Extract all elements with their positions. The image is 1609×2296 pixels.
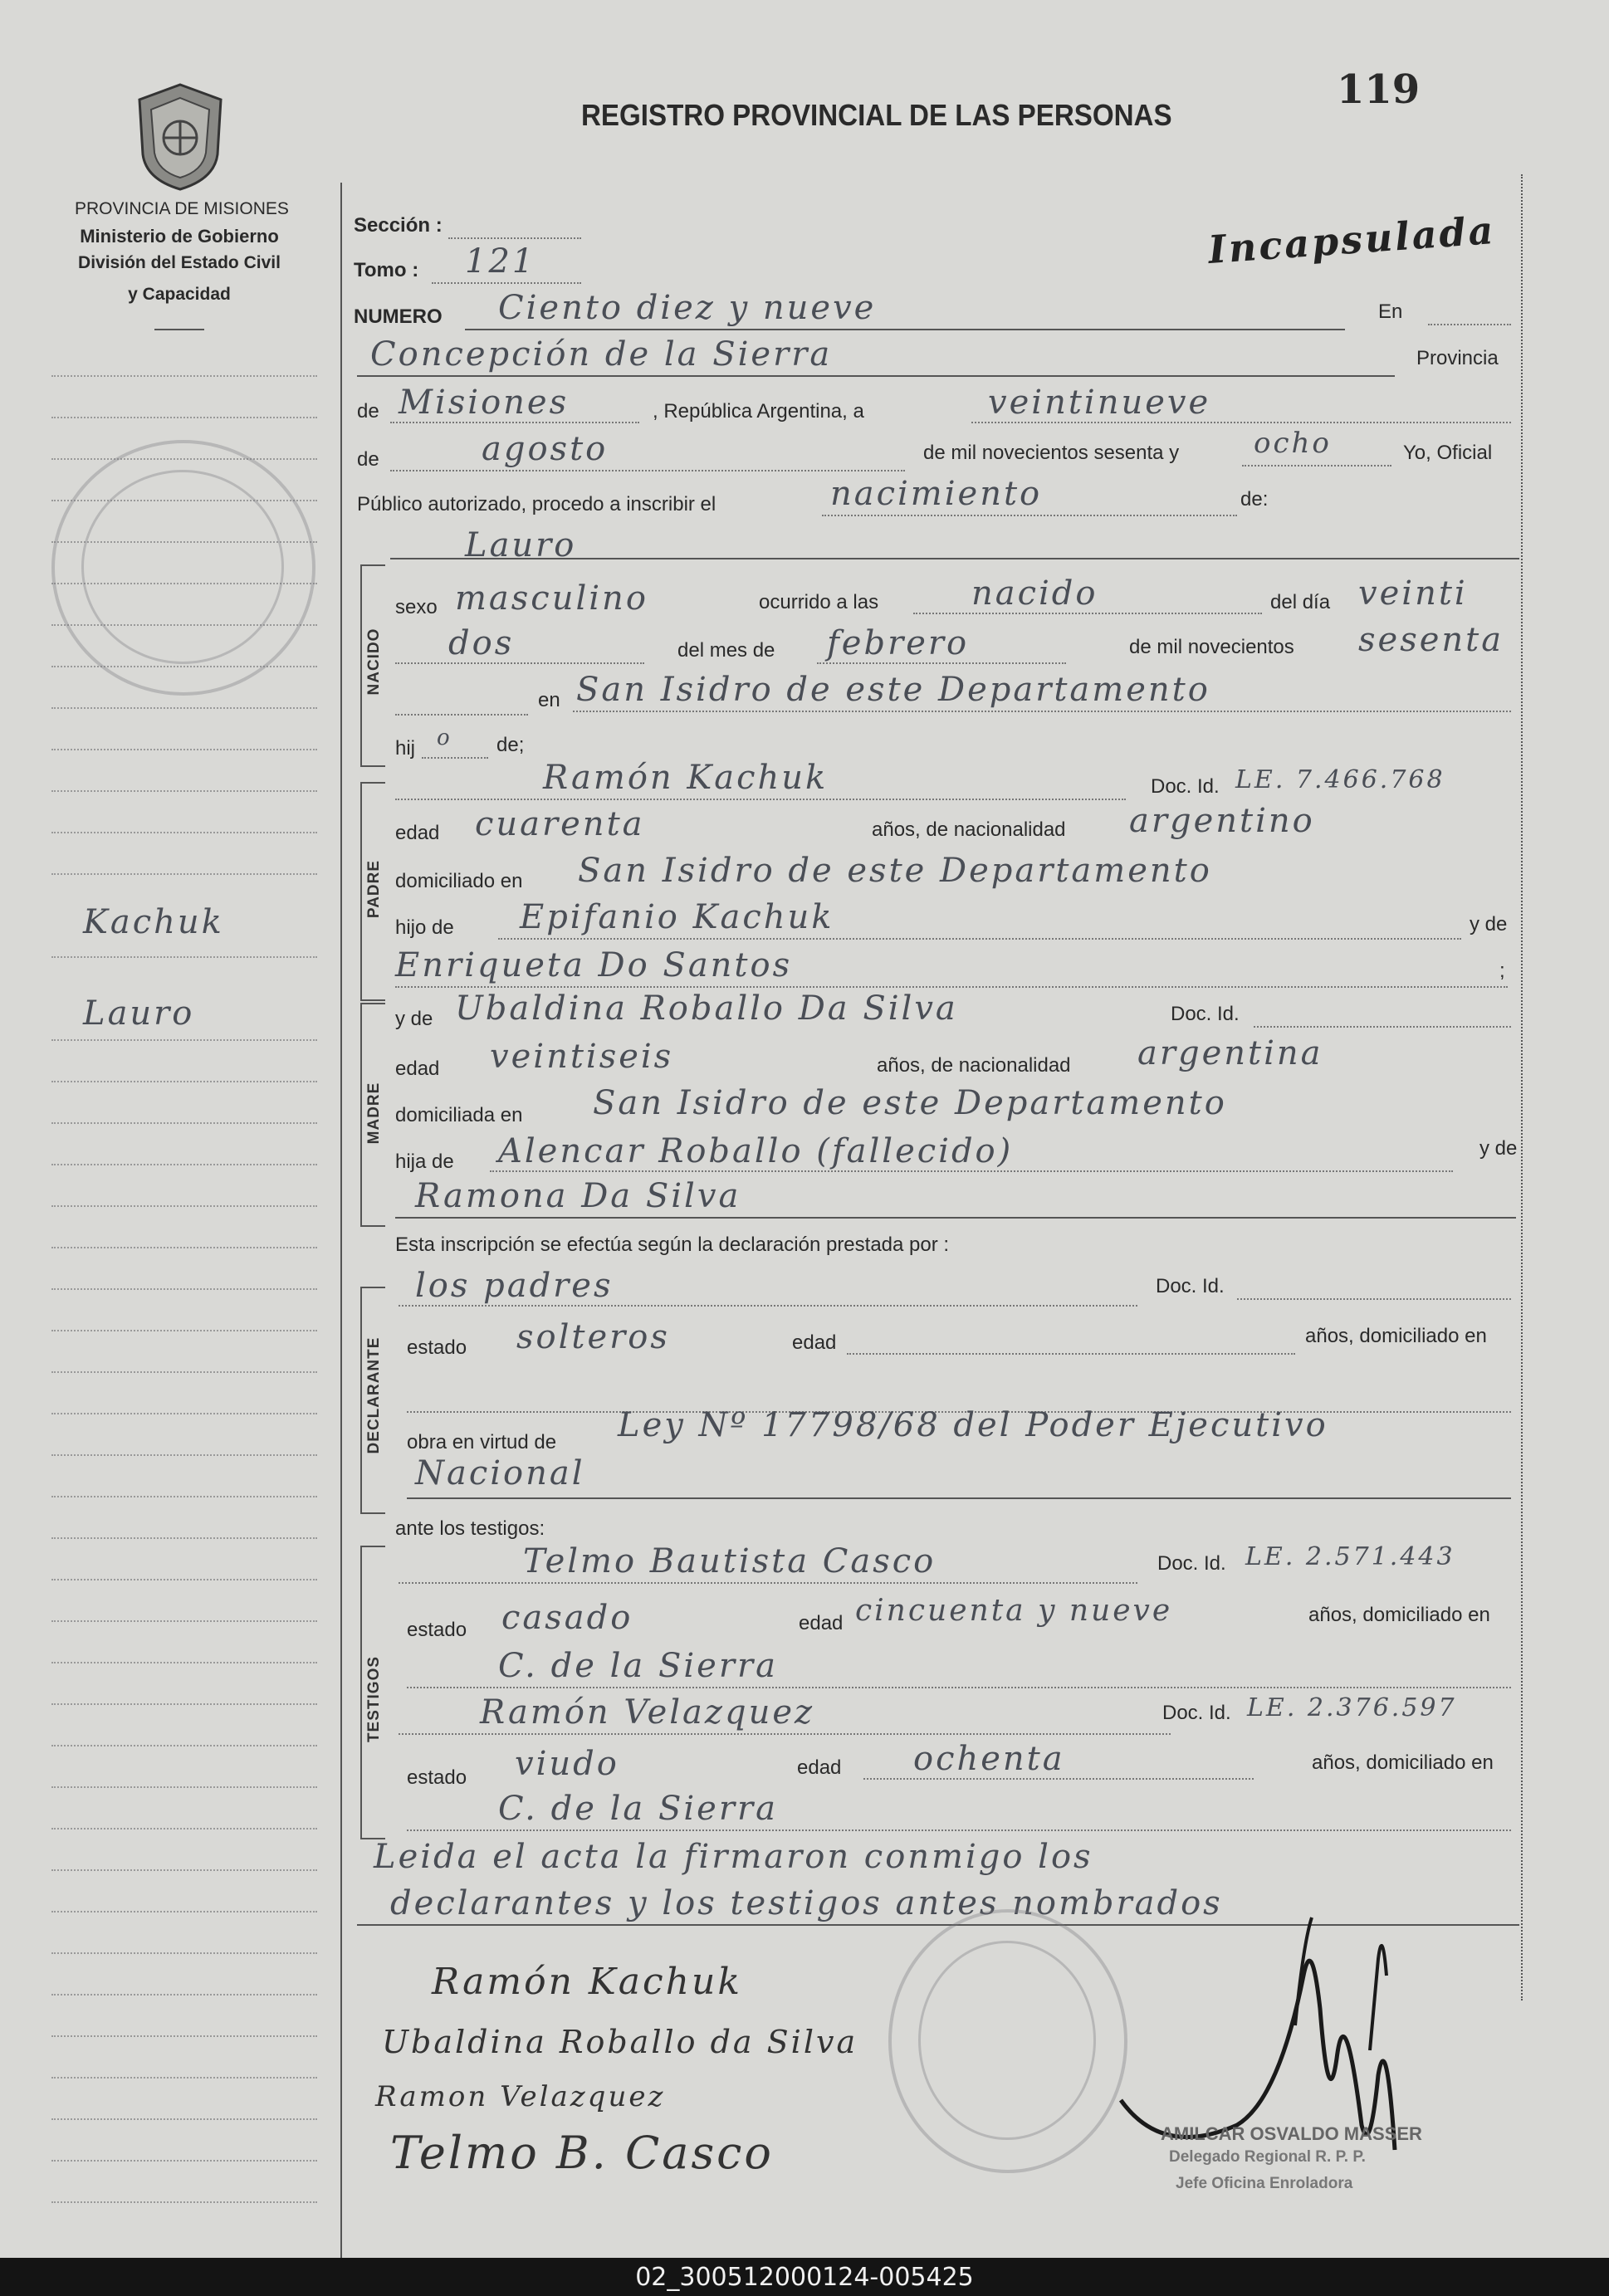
margin-rule	[51, 1454, 317, 1456]
label-ante: ante los testigos:	[395, 1517, 545, 1540]
section-label-madre: MADRE	[365, 1082, 383, 1145]
value-madre-nac: argentina	[1137, 1034, 1323, 1072]
field-line	[847, 1353, 1295, 1355]
field-line	[399, 1582, 1137, 1584]
field-line	[1254, 1026, 1511, 1028]
field-line	[1237, 1298, 1511, 1300]
signature-padre: Ramón Kachuk	[432, 1961, 742, 2003]
value-obra-1: Ley Nº 17798/68 del Poder Ejecutivo	[618, 1406, 1328, 1444]
page-number: 119	[1337, 66, 1421, 113]
field-line	[971, 422, 1511, 423]
official-stamp-line2: Delegado Regional R. P. P.	[1169, 2148, 1366, 2166]
value-declarante: los padres	[415, 1267, 614, 1305]
value-provincia: Misiones	[399, 383, 570, 422]
label-obra: obra en virtud de	[407, 1431, 557, 1453]
field-line	[1242, 465, 1391, 467]
label-mil-nov: de mil novecientos sesenta y	[923, 442, 1180, 464]
label-hij: hij	[395, 737, 416, 760]
value-mes-nac: febrero	[827, 624, 970, 662]
value-madre-dom: San Isidro de este Departamento	[593, 1084, 1227, 1122]
margin-rule	[51, 1828, 317, 1829]
margin-rule	[51, 1413, 317, 1414]
label-doc-id-t2: Doc. Id.	[1162, 1702, 1231, 1724]
margin-rule	[51, 1952, 317, 1954]
page-title: REGISTRO PROVINCIAL DE LAS PERSONAS	[581, 98, 1172, 132]
label-en2: en	[538, 689, 560, 711]
label-de-colon: de:	[1240, 488, 1269, 510]
field-line	[913, 613, 1262, 614]
value-numero: Ciento diez y nueve	[498, 289, 877, 327]
margin-rule	[51, 832, 317, 833]
value-testigo2-nombre: Ramón Velazquez	[480, 1693, 815, 1732]
value-testigo1-nombre: Telmo Bautista Casco	[523, 1542, 937, 1580]
field-line	[465, 329, 1345, 330]
incapsulada-stamp: Incapsulada	[1206, 207, 1498, 273]
margin-rule	[51, 1164, 317, 1165]
value-testigo1-estado: casado	[501, 1599, 633, 1637]
section-label-nacido: NACIDO	[365, 628, 383, 696]
right-edge-guide	[1521, 174, 1523, 2000]
registry-seal-bottom-inner	[918, 1941, 1096, 2140]
value-nombre: Lauro	[465, 526, 577, 564]
value-obra-2: Nacional	[415, 1454, 585, 1492]
value-testigo2-estado: viudo	[515, 1745, 619, 1783]
field-line	[357, 375, 1395, 377]
margin-rule	[51, 375, 317, 377]
official-stamp-line3: Jefe Oficina Enroladora	[1176, 2175, 1353, 2192]
label-estado-decl: estado	[407, 1336, 467, 1359]
margin-rule	[51, 1039, 317, 1041]
field-line	[448, 237, 581, 239]
value-padre-nombre: Ramón Kachuk	[543, 759, 829, 797]
margin-rule	[51, 1537, 317, 1539]
margin-divider	[340, 183, 342, 2258]
value-anio-nac: sesenta	[1358, 621, 1504, 659]
margin-rule	[51, 1994, 317, 1996]
value-padre-doc: LE. 7.466.768	[1235, 765, 1445, 794]
margin-rule	[51, 1205, 317, 1207]
margin-surname: Kachuk	[83, 903, 224, 941]
margin-rule	[51, 1081, 317, 1082]
margin-rule	[51, 1330, 317, 1331]
field-line	[822, 515, 1237, 516]
label-numero: NUMERO	[354, 305, 443, 328]
label-anos-dom-t2: años, domiciliado en	[1312, 1751, 1494, 1774]
label-edad-t1: edad	[799, 1612, 844, 1634]
label-estado-t1: estado	[407, 1619, 467, 1641]
value-madre-madre: Ramona Da Silva	[415, 1177, 741, 1215]
margin-rule	[51, 1786, 317, 1788]
value-dia: veintinueve	[988, 383, 1211, 422]
field-line	[407, 1687, 1511, 1688]
label-doc-id-madre: Doc. Id.	[1171, 1003, 1240, 1025]
registry-seal-margin-inner	[81, 470, 284, 664]
value-testigo1-dom: C. de la Sierra	[498, 1647, 778, 1685]
label-provincia: Provincia	[1416, 347, 1499, 369]
value-cierre-1: Leida el acta la firmaron conmigo los	[374, 1838, 1093, 1876]
margin-rule	[51, 2077, 317, 2079]
value-acto: nacimiento	[830, 475, 1043, 513]
value-testigo2-doc: LE. 2.376.597	[1247, 1693, 1457, 1722]
footer-caption: 02_300512000124-005425	[0, 2258, 1609, 2296]
margin-rule	[51, 1579, 317, 1580]
agency-underline	[154, 329, 204, 330]
label-tomo: Tomo :	[354, 259, 419, 281]
value-padre-dom: San Isidro de este Departamento	[578, 852, 1212, 890]
field-line	[390, 422, 639, 423]
label-de: de	[357, 400, 379, 423]
label-nac-padre: años, de nacionalidad	[872, 818, 1066, 841]
value-decl-estado: solteros	[516, 1318, 670, 1356]
agency-line2: Ministerio de Gobierno	[80, 226, 279, 247]
field-line	[395, 662, 644, 664]
label-yo-oficial: Yo, Oficial	[1403, 442, 1493, 464]
signature-testigo1: Telmo B. Casco	[390, 2127, 774, 2179]
label-doc-id-decl: Doc. Id.	[1156, 1275, 1225, 1297]
value-padre-padre: Epifanio Kachuk	[520, 898, 834, 936]
field-line	[395, 986, 1508, 988]
field-line	[399, 1733, 1171, 1735]
label-y-de-madre2: y de	[1479, 1137, 1518, 1160]
label-y-de-madre: y de	[395, 1008, 433, 1030]
margin-rule	[51, 1869, 317, 1871]
section-label-testigos: TESTIGOS	[365, 1655, 383, 1743]
label-hijo-de: hijo de	[395, 916, 454, 939]
value-mes: agosto	[482, 430, 609, 468]
value-sexo: masculino	[455, 579, 648, 618]
margin-rule	[51, 1703, 317, 1705]
value-padre-nac: argentino	[1129, 802, 1315, 840]
label-doc-id-t1: Doc. Id.	[1157, 1552, 1226, 1575]
label-del-dia: del día	[1270, 591, 1331, 613]
margin-rule	[51, 873, 317, 875]
label-edad-padre: edad	[395, 822, 440, 844]
label-mil-nov2: de mil novecientos	[1129, 636, 1294, 658]
margin-rule	[51, 2160, 317, 2162]
label-semicolon: ;	[1499, 960, 1505, 982]
field-line	[498, 938, 1461, 940]
margin-rule	[51, 1247, 317, 1248]
margin-rule	[51, 1122, 317, 1124]
label-doc-id-padre: Doc. Id.	[1151, 775, 1220, 798]
margin-rule	[51, 790, 317, 792]
signature-testigo2: Ramon Velazquez	[375, 2080, 666, 2113]
value-madre-nombre: Ubaldina Roballo Da Silva	[455, 989, 958, 1028]
agency-line1: PROVINCIA DE MISIONES	[75, 199, 289, 218]
label-anos-dom-decl: años, domiciliado en	[1305, 1325, 1487, 1347]
margin-rule	[51, 417, 317, 418]
field-line	[390, 558, 1519, 559]
label-publico: Público autorizado, procedo a inscribir el	[357, 493, 716, 515]
label-y-de-padre: y de	[1470, 913, 1508, 935]
label-hija-de: hija de	[395, 1150, 454, 1173]
margin-rule	[51, 1662, 317, 1663]
field-line	[422, 757, 488, 759]
value-cierre-2: declarantes y los testigos antes nombrados	[390, 1884, 1223, 1922]
label-ocurrido: ocurrido a las	[759, 591, 879, 613]
value-testigo2-edad: ochenta	[913, 1740, 1065, 1778]
label-sexo: sexo	[395, 596, 438, 618]
margin-given-name: Lauro	[83, 994, 195, 1033]
label-edad-madre: edad	[395, 1058, 440, 1080]
value-testigo2-dom: C. de la Sierra	[498, 1790, 778, 1828]
agency-line3: División del Estado Civil	[78, 253, 281, 272]
label-en: En	[1378, 300, 1403, 323]
field-line	[395, 1217, 1516, 1219]
label-anos-dom-t1: años, domiciliado en	[1308, 1604, 1490, 1626]
field-line	[490, 1170, 1453, 1172]
signature-madre: Ubaldina Roballo da Silva	[382, 2024, 858, 2060]
value-tomo: 121	[465, 242, 536, 281]
value-padre-edad: cuarenta	[475, 805, 645, 843]
margin-rule	[51, 707, 317, 709]
value-madre-padre: Alencar Roballo (fallecido)	[498, 1132, 1014, 1170]
official-stamp-line1: AMILCAR OSVALDO MASSER	[1161, 2123, 1422, 2144]
margin-rule	[51, 1288, 317, 1290]
label-declaracion: Esta inscripción se efectúa según la declaración prestada por :	[395, 1233, 950, 1256]
field-line	[863, 1778, 1254, 1780]
value-ocurrido: nacido	[971, 574, 1098, 613]
value-dia-nac-2: dos	[448, 624, 515, 662]
field-line	[1428, 324, 1511, 325]
margin-rule	[51, 2035, 317, 2037]
margin-rule	[51, 2201, 317, 2203]
field-line	[399, 1305, 1137, 1307]
margin-rule	[51, 1496, 317, 1497]
label-del-mes: del mes de	[677, 639, 775, 662]
value-madre-edad: veintiseis	[490, 1038, 674, 1076]
margin-rule	[51, 1745, 317, 1746]
field-line	[432, 282, 581, 284]
label-republica: , República Argentina, a	[653, 400, 864, 423]
margin-rule	[51, 2118, 317, 2120]
field-line	[390, 470, 905, 471]
label-edad-decl: edad	[792, 1331, 837, 1354]
label-seccion: Sección :	[354, 214, 443, 237]
label-domiciliada: domiciliada en	[395, 1104, 523, 1126]
provincial-crest-icon	[131, 81, 229, 193]
section-label-declarante: DECLARANTE	[365, 1336, 383, 1454]
label-domiciliado-padre: domiciliado en	[395, 870, 523, 892]
value-dia-nac-1: veinti	[1358, 574, 1468, 613]
value-padre-madre: Enriqueta Do Santos	[395, 946, 793, 984]
value-testigo1-edad: cincuenta y nueve	[855, 1594, 1173, 1628]
field-line	[395, 714, 528, 716]
margin-rule	[51, 956, 317, 958]
field-line	[817, 662, 1066, 664]
label-edad-t2: edad	[797, 1756, 842, 1779]
margin-rule	[51, 1911, 317, 1913]
margin-rule	[51, 1620, 317, 1622]
field-line	[407, 1829, 1511, 1831]
value-lugar: Concepción de la Sierra	[370, 335, 833, 374]
margin-rule	[51, 749, 317, 750]
field-line	[407, 1497, 1511, 1499]
value-lugar-nac: San Isidro de este Departamento	[576, 671, 1210, 709]
field-line	[395, 799, 1126, 800]
label-de2: de	[357, 448, 379, 471]
section-label-padre: PADRE	[365, 859, 383, 919]
label-estado-t2: estado	[407, 1766, 467, 1789]
value-anio: ocho	[1254, 427, 1332, 460]
margin-rule	[51, 1371, 317, 1373]
value-hij-suffix: o	[437, 725, 452, 750]
label-nac-madre: años, de nacionalidad	[877, 1054, 1071, 1077]
agency-line4: y Capacidad	[128, 285, 231, 304]
label-de-semicolon: de;	[496, 734, 525, 756]
value-testigo1-doc: LE. 2.571.443	[1245, 1542, 1455, 1571]
field-line	[573, 711, 1511, 712]
